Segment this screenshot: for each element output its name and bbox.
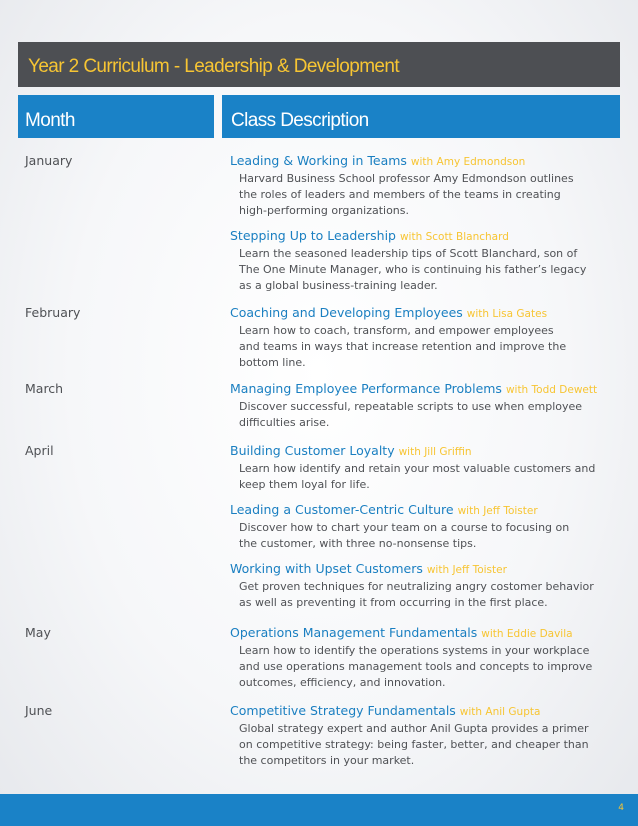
- description-line: Harvard Business School professor Amy Edmondson outlines: [239, 172, 574, 185]
- month-column-header: Month: [18, 95, 214, 138]
- class-instructor: with Todd Dewett: [505, 384, 598, 396]
- class-title: Managing Employee Performance Problems: [230, 381, 502, 396]
- class-title: Operations Management Fundamentals: [230, 625, 478, 640]
- description-line: the roles of leaders and members of the teams in creating: [239, 188, 561, 202]
- description-line: and teams in ways that increase retention and improve the: [239, 340, 567, 354]
- description-line: difficulties arise.: [239, 416, 330, 430]
- description-line: the customer, with three no-nonsense tips.: [239, 537, 477, 551]
- description-line: outcomes, efficiency, and innovation.: [239, 676, 446, 690]
- description-line: Learn how identify and retain your most valuable customers and: [239, 462, 596, 475]
- class-instructor: with Jeff Toister: [426, 564, 507, 576]
- description-line: Discover how to chart your team on a course to focusing on: [239, 521, 570, 534]
- description-line: Learn how to identify the operations systems in your workplace: [239, 644, 590, 657]
- month-label-june: June: [25, 703, 53, 718]
- class-entry: [230, 443, 625, 493]
- class-entry: [230, 703, 625, 770]
- month-label-march: March: [25, 381, 64, 396]
- month-label-january: January: [25, 153, 73, 168]
- class-entry: [230, 153, 625, 220]
- description-line: Global strategy expert and author Anil Gupta provides a primer: [239, 722, 589, 735]
- description-line: on competitive strategy: being faster, better, and cheaper than: [239, 738, 589, 752]
- class-description: [230, 643, 625, 692]
- class-instructor: with Jeff Toister: [457, 505, 538, 517]
- class-description: [230, 579, 625, 611]
- class-description: [230, 520, 625, 552]
- description-line: Get proven techniques for neutralizing angry costomer behavior: [239, 580, 594, 593]
- page-number: 4: [618, 803, 624, 813]
- class-instructor: with Eddie Davila: [481, 628, 573, 640]
- page-title: Year 2 Curriculum - Leadership & Development: [28, 56, 400, 77]
- description-line: Learn how to coach, transform, and empower employees: [239, 324, 554, 337]
- class-description: [230, 721, 625, 770]
- description-line: Discover successful, repeatable scripts to use when employee: [239, 400, 583, 413]
- description-line: as well as preventing it from occurring in the first place.: [239, 596, 548, 610]
- class-description: [230, 171, 625, 220]
- class-title: Working with Upset Customers: [230, 561, 423, 576]
- description-line: and use operations management tools and concepts to improve: [239, 660, 593, 674]
- class-entry: [230, 228, 625, 295]
- description-line: as a global business-training leader.: [239, 279, 438, 293]
- class-entry: [230, 561, 625, 611]
- class-title: Building Customer Loyalty: [230, 443, 395, 458]
- class-title: Leading & Working in Teams: [230, 153, 407, 168]
- class-title: Competitive Strategy Fundamentals: [230, 703, 456, 718]
- month-label-may: May: [25, 625, 51, 640]
- class-instructor: with Amy Edmondson: [410, 156, 526, 168]
- page-title-bar: [18, 42, 620, 87]
- description-line: The One Minute Manager, who is continuing his father’s legacy: [239, 263, 587, 277]
- class-instructor: with Scott Blanchard: [399, 231, 509, 243]
- class-instructor: with Anil Gupta: [459, 706, 541, 718]
- class-description: [230, 399, 625, 431]
- class-title: Coaching and Developing Employees: [230, 305, 463, 320]
- description-line: keep them loyal for life.: [239, 478, 370, 492]
- class-title: Stepping Up to Leadership: [230, 228, 396, 243]
- month-label-february: February: [25, 305, 81, 320]
- month-label-april: April: [25, 443, 54, 458]
- class-description-column-header: Class Description: [222, 95, 620, 138]
- class-entry: [230, 625, 625, 692]
- class-description: [230, 246, 625, 295]
- footer-bar: [0, 794, 638, 826]
- class-description: [230, 461, 625, 493]
- description-line: the competitors in your market.: [239, 754, 415, 768]
- class-entry: [230, 502, 625, 552]
- description-line: Learn the seasoned leadership tips of Scott Blanchard, son of: [239, 247, 578, 260]
- class-entry: [230, 305, 625, 372]
- class-description: [230, 323, 625, 372]
- class-entry: [230, 381, 625, 431]
- class-instructor: with Lisa Gates: [466, 308, 548, 320]
- class-instructor: with Jill Griffin: [398, 446, 472, 458]
- description-line: high-performing organizations.: [239, 204, 410, 218]
- class-title: Leading a Customer-Centric Culture: [230, 502, 454, 517]
- description-line: bottom line.: [239, 356, 306, 370]
